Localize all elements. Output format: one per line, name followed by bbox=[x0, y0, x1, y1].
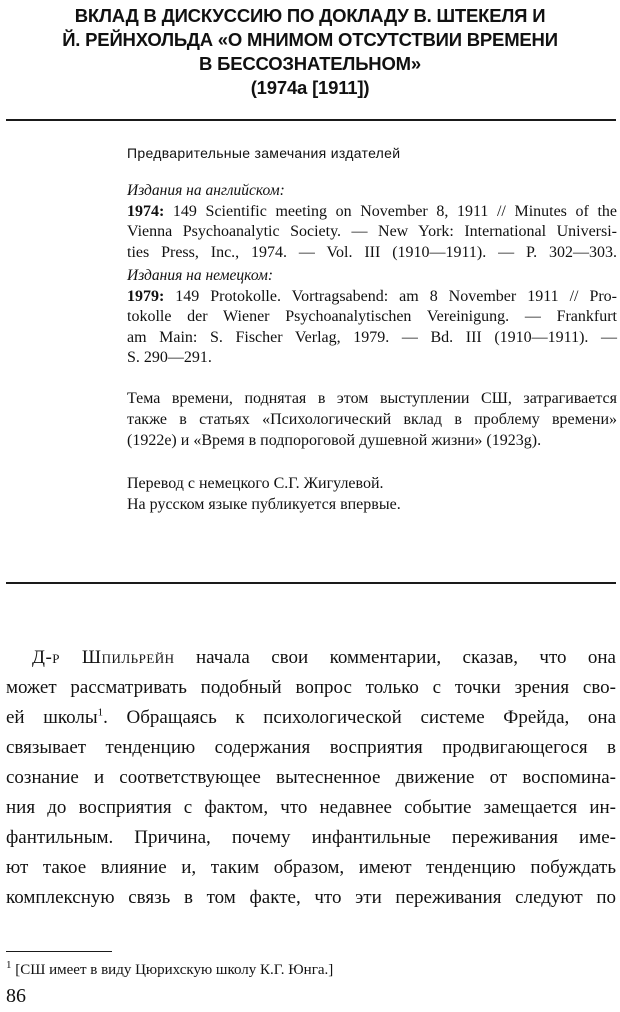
body-line-9: комплексную связь в том факте, что эти переживания следуют по bbox=[6, 887, 616, 908]
body-line-3 bbox=[6, 703, 616, 733]
title-line-3: В БЕССОЗНАТЕЛЬНОМ» bbox=[199, 53, 421, 74]
body-line-8: ют такое влияние и, таким образом, имеют тенденцию побуждать bbox=[6, 857, 616, 878]
section-divider bbox=[6, 582, 616, 584]
footnote-reference[interactable]: 1 bbox=[97, 706, 104, 719]
title-line-2: Й. РЕЙНХОЛЬДА «О МНИМОМ ОТСУТСТВИИ ВРЕМЕНИ bbox=[62, 29, 558, 50]
footnote-divider bbox=[6, 951, 112, 952]
body-line-5: сознание и соответствующее вытесненное движение от воспомина- bbox=[6, 767, 616, 788]
german-entry-text-1: 149 Protokolle. Vortragsabend: am 8 November 1911 // Pro- bbox=[164, 288, 617, 305]
body-line-4: связывает тенденцию содержания восприятия продвигающегося в bbox=[6, 737, 616, 758]
topic-note-line-1: Тема времени, поднятая в этом выступлении СШ, затрагивается bbox=[127, 390, 617, 407]
translation-note-line-1: Перевод с немецкого С.Г. Жигулевой. bbox=[127, 475, 384, 492]
topic-note bbox=[127, 388, 617, 451]
prelim-heading: Предварительные замечания издателей bbox=[127, 145, 401, 161]
top-divider bbox=[6, 119, 616, 121]
german-edition-entry bbox=[127, 287, 617, 369]
footnote-number: 1 bbox=[6, 959, 12, 971]
german-entry-line-2: tokolle der Wiener Psychoanalytischen Vereinigung. — Frankfurt bbox=[127, 308, 617, 326]
german-entry-line-4: S. 290—291. bbox=[127, 349, 212, 367]
english-editions-label: Издания на английском: bbox=[127, 182, 285, 199]
body-line-2: может рассматривать подобный вопрос только с точки зрения сво- bbox=[6, 677, 616, 698]
topic-note-line-2: также в статьях «Психологический вклад в проблему времени» bbox=[127, 411, 617, 428]
english-entry-line-2: Vienna Psychoanalytic Society. — New York: International Universi- bbox=[127, 223, 617, 241]
body-line-3-start: ей школы bbox=[6, 707, 98, 728]
body-line-1 bbox=[6, 643, 616, 673]
translation-note bbox=[127, 473, 617, 515]
topic-note-line-3: (1922е) и «Время в подпороговой душевной жизни» (1923g). bbox=[127, 432, 542, 449]
title-year: (1974а [1911]) bbox=[250, 77, 370, 98]
english-entry-line-3: ties Press, Inc., 1974. — Vol. III (1910—1911). — P. 302—303. bbox=[127, 243, 617, 261]
english-entry-year: 1974: bbox=[127, 203, 165, 220]
body-paragraph bbox=[6, 643, 616, 913]
english-entry-line-1 bbox=[127, 202, 617, 222]
german-entry-line-3: am Main: S. Fischer Verlag, 1979. — Bd. III (1910—1911). — bbox=[127, 328, 617, 346]
body-line-1-text: начала свои комментарии, сказав, что она bbox=[174, 647, 616, 668]
footnote-text: [СШ имеет в виду Цюрихскую школу К.Г. Юнга.] bbox=[11, 962, 334, 978]
speaker-name: Д-р Шпильрейн bbox=[32, 647, 175, 668]
german-entry-line-1 bbox=[127, 287, 617, 307]
chapter-title bbox=[0, 4, 620, 100]
footnote bbox=[6, 960, 333, 980]
german-entry-year: 1979: bbox=[127, 288, 165, 305]
german-editions-label: Издания на немецком: bbox=[127, 267, 274, 284]
body-line-7: фантильным. Причина, почему инфантильные переживания име- bbox=[6, 827, 616, 848]
body-line-3-end: . Обращаясь к психологической системе Фрейда, она bbox=[103, 707, 617, 728]
body-line-6: ния до восприятия с фактом, что недавнее событие замещается ин- bbox=[6, 797, 616, 818]
english-entry-text-1: 149 Scientific meeting on November 8, 1911 // Minutes of the bbox=[164, 203, 617, 220]
title-line-1: ВКЛАД В ДИСКУССИЮ ПО ДОКЛАДУ В. ШТЕКЕЛЯ И bbox=[74, 5, 546, 26]
translation-note-line-2: На русском языке публикуется впервые. bbox=[127, 496, 401, 513]
page-number: 86 bbox=[6, 985, 26, 1007]
english-edition-entry bbox=[127, 202, 617, 263]
